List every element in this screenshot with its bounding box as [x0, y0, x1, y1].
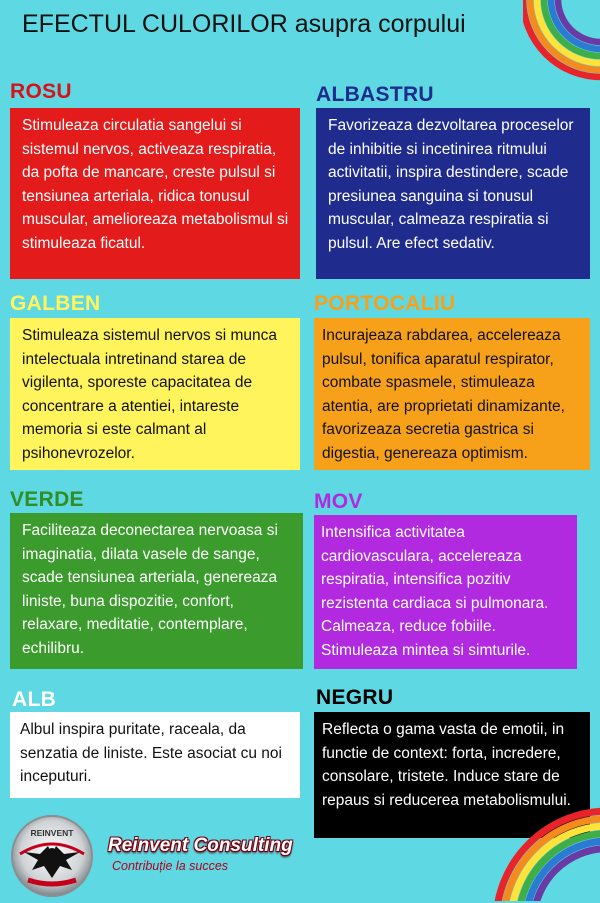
box-mov: [314, 515, 577, 669]
heading-mov: MOV: [314, 490, 363, 514]
text-rosu: Stimuleaza circulatia sangelui si sistemul nervos, activeaza respiratia, da pofta de mancare, creste pulsul si tensiunea arteriala, ridica tonusul muscular, amelioreaza metabolismul si stimuleaza ficatul.: [22, 114, 290, 255]
text-verde: Faciliteaza deconectarea nervoasa si imaginatia, dilata vasele de sange, scade tensiunea arteriala, genereaza liniste, buna dispozitie, confort, relaxare, meditatie, contemplare, echilibru.: [22, 519, 293, 660]
eagle-icon: [10, 814, 94, 898]
brand-slogan: Contribuție la succes: [112, 859, 228, 873]
heading-negru: NEGRU: [316, 686, 393, 710]
page-title: EFECTUL CULORILOR asupra corpului: [22, 10, 466, 39]
brand-logo: [10, 814, 94, 898]
text-albastru: Favorizeaza dezvoltarea proceselor de inhibitie si incetinirea ritmului activitatii, inspira destindere, scade presiunea sanguina si tonusul muscular, calmeaza respiratia si pulsul. Are efect sedativ.: [328, 114, 580, 255]
text-negru: Reflecta o gama vasta de emotii, in functie de context: forta, incredere, consolare, tristete. Induce stare de repaus si reducerea metabolismului.: [322, 718, 584, 812]
box-rosu: [10, 108, 300, 279]
text-portocaliu: Incurajeaza rabdarea, accelereaza pulsul, tonifica aparatul respirator, combate spasmele, stimuleaza atentia, are proprietati dinamizante, favorizeaza secretia gastrica si digestia, genereaza optimism.: [322, 324, 584, 465]
box-alb: [10, 712, 300, 798]
text-galben: Stimuleaza sistemul nervos si munca intelectuala intretinand starea de vigilenta, sporeste capacitatea de concentrare a atentiei, intareste memoria si este calmant al psihonevrozelor.: [22, 324, 290, 465]
heading-albastru: ALBASTRU: [316, 83, 434, 107]
box-verde: [10, 513, 303, 669]
logo-text: REINVENT: [31, 828, 75, 838]
box-galben: [10, 318, 300, 470]
brand-name: Reinvent Consulting: [108, 835, 293, 857]
box-albastru: [316, 108, 590, 279]
heading-portocaliu: PORTOCALIU: [314, 292, 455, 316]
heading-rosu: ROSU: [10, 80, 72, 104]
heading-alb: ALB: [12, 688, 56, 712]
heading-verde: VERDE: [10, 488, 84, 512]
rainbow-arcs-icon: [483, 805, 600, 901]
text-mov: Intensifica activitatea cardiovasculara, accelereaza respiratia, intensifica pozitiv rezistenta cardiaca si pulmonara. Calmeaza, reduce fobiile. Stimuleaza mintea si simturile.: [321, 521, 571, 662]
text-alb: Albul inspira puritate, raceala, da senzatia de liniste. Este asociat cu noi inceputuri.: [20, 718, 290, 789]
box-portocaliu: [314, 318, 590, 470]
rainbow-arcs-icon: [523, 0, 600, 95]
heading-galben: GALBEN: [10, 292, 100, 316]
